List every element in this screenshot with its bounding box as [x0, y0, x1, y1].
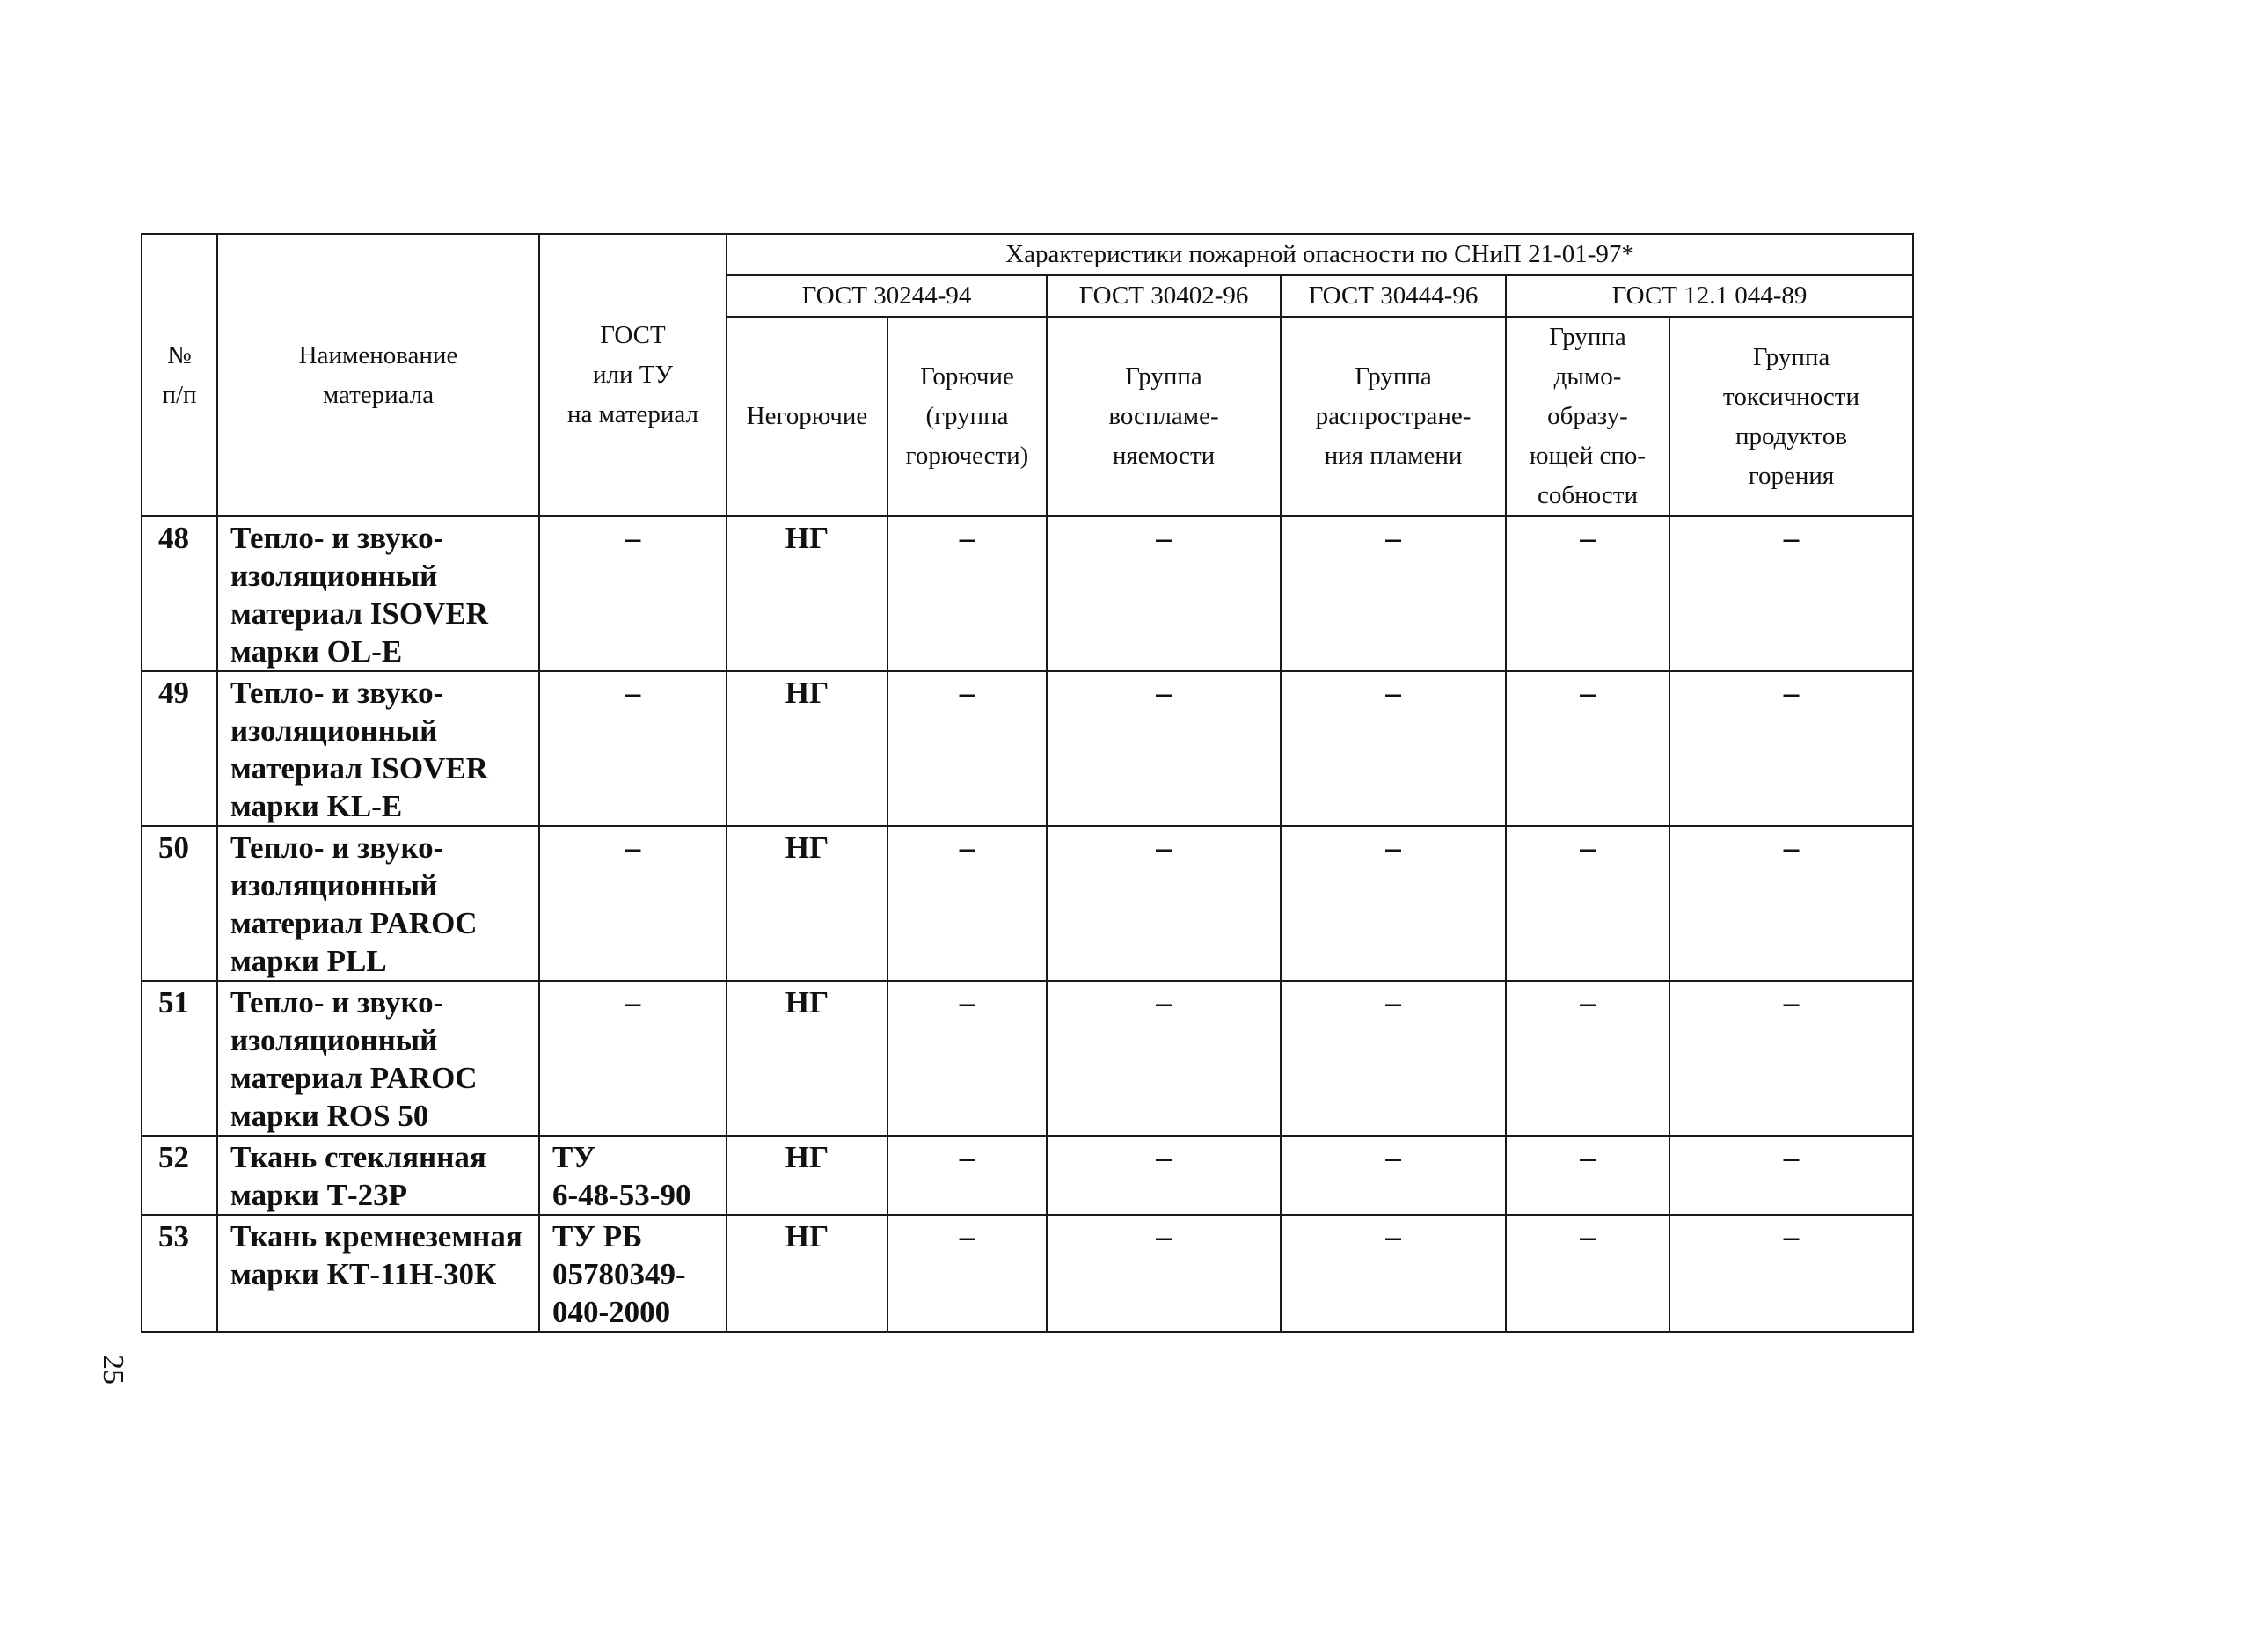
material-name-line: Тепло- и звуко-	[230, 985, 444, 1020]
header-gost-line: на материал	[566, 400, 699, 428]
material-gost: –	[539, 671, 727, 826]
material-name-line: изоляционный	[230, 713, 438, 748]
header-noncombustible: Негорючие	[727, 317, 887, 516]
row-number: 50	[142, 826, 217, 981]
material-name	[217, 981, 539, 1136]
row-number: 51	[142, 981, 217, 1136]
material-name	[217, 1136, 539, 1215]
cell-smoke: –	[1506, 981, 1669, 1136]
cell-flammability: –	[1047, 981, 1281, 1136]
header-gost-12: ГОСТ 12.1 044-89	[1506, 275, 1913, 317]
header-smoke-line: дымо-	[1553, 362, 1622, 391]
cell-flammability: –	[1047, 516, 1281, 671]
cell-combustible: –	[887, 1215, 1047, 1332]
cell-noncombustible: НГ	[727, 671, 887, 826]
header-gost	[539, 234, 727, 516]
header-fire-characteristics: Характеристики пожарной опасности по СНиП 21-01-97*	[727, 234, 1913, 275]
cell-flame-spread: –	[1281, 981, 1506, 1136]
cell-flame-spread: –	[1281, 1136, 1506, 1215]
table-header	[142, 234, 1913, 516]
header-name-line: Наименование	[298, 340, 458, 369]
header-toxicity-line: продуктов	[1735, 421, 1848, 450]
header-combustible-line: горючести)	[905, 442, 1029, 470]
material-gost: –	[539, 516, 727, 671]
material-name-line: марки ROS 50	[230, 1099, 429, 1133]
page-number: 25	[97, 1355, 129, 1385]
cell-noncombustible: НГ	[727, 826, 887, 981]
material-name-line: изоляционный	[230, 559, 438, 593]
header-num-line: №	[167, 340, 192, 369]
row-number: 49	[142, 671, 217, 826]
material-name-line: Тепло- и звуко-	[230, 830, 444, 865]
cell-noncombustible: НГ	[727, 516, 887, 671]
cell-toxicity: –	[1669, 516, 1913, 671]
header-combustible-line: (группа	[925, 402, 1009, 430]
header-smoke-line: Группа	[1549, 323, 1626, 351]
cell-flame-spread: –	[1281, 671, 1506, 826]
material-name	[217, 826, 539, 981]
table-row	[142, 981, 1913, 1136]
cell-smoke: –	[1506, 516, 1669, 671]
cell-flammability: –	[1047, 1215, 1281, 1332]
header-gost-line: или ТУ	[592, 361, 673, 389]
header-flame-spread	[1281, 317, 1506, 516]
material-gost-line: ТУ	[552, 1140, 596, 1174]
header-smoke-line: образу-	[1547, 402, 1628, 430]
material-name-line: материал ISOVER	[230, 596, 488, 631]
cell-smoke: –	[1506, 1136, 1669, 1215]
material-name-line: марки Т-23Р	[230, 1178, 408, 1212]
header-num-line: п/п	[162, 380, 197, 409]
material-name-line: изоляционный	[230, 1023, 438, 1057]
header-smoke	[1506, 317, 1669, 516]
cell-toxicity: –	[1669, 826, 1913, 981]
table-row	[142, 671, 1913, 826]
row-number: 48	[142, 516, 217, 671]
material-gost: –	[539, 981, 727, 1136]
table-body	[142, 516, 1913, 1332]
material-gost: –	[539, 826, 727, 981]
material-gost	[539, 1136, 727, 1215]
header-toxicity	[1669, 317, 1913, 516]
cell-combustible: –	[887, 1136, 1047, 1215]
cell-flame-spread: –	[1281, 826, 1506, 981]
material-name-line: материал PAROC	[230, 906, 478, 940]
table-row	[142, 826, 1913, 981]
cell-combustible: –	[887, 671, 1047, 826]
material-name-line: Ткань стеклянная	[230, 1140, 486, 1174]
header-toxicity-line: Группа	[1752, 342, 1830, 371]
header-toxicity-line: токсичности	[1723, 382, 1859, 411]
row-number: 53	[142, 1215, 217, 1332]
header-combustible	[887, 317, 1047, 516]
cell-flammability: –	[1047, 1136, 1281, 1215]
material-name-line: материал PAROC	[230, 1061, 478, 1095]
material-name-line: марки КТ-11Н-30К	[230, 1257, 497, 1291]
cell-flammability: –	[1047, 826, 1281, 981]
material-name-line: марки KL-E	[230, 789, 403, 823]
cell-combustible: –	[887, 981, 1047, 1136]
cell-toxicity: –	[1669, 1215, 1913, 1332]
header-name-line: материала	[322, 380, 435, 409]
material-name	[217, 671, 539, 826]
header-flammability	[1047, 317, 1281, 516]
cell-combustible: –	[887, 826, 1047, 981]
header-smoke-line: ющей спо-	[1529, 442, 1647, 470]
row-number: 52	[142, 1136, 217, 1215]
material-gost-line: 040-2000	[552, 1295, 671, 1329]
header-smoke-line: собности	[1538, 481, 1638, 509]
material-name-line: марки OL-E	[230, 634, 403, 669]
cell-noncombustible: НГ	[727, 1215, 887, 1332]
cell-toxicity: –	[1669, 671, 1913, 826]
fire-hazard-table	[141, 233, 1914, 1333]
cell-noncombustible: НГ	[727, 1136, 887, 1215]
cell-toxicity: –	[1669, 1136, 1913, 1215]
table-row	[142, 1136, 1913, 1215]
header-flame-spread-line: ния пламени	[1324, 442, 1463, 470]
header-flammability-line: воспламе-	[1108, 402, 1219, 430]
header-flammability-line: Группа	[1125, 362, 1202, 391]
header-gost-30244: ГОСТ 30244-94	[727, 275, 1047, 317]
material-gost-line: 6-48-53-90	[552, 1178, 691, 1212]
material-name	[217, 1215, 539, 1332]
header-name	[217, 234, 539, 516]
header-gost-30402: ГОСТ 30402-96	[1047, 275, 1281, 317]
material-name-line: Тепло- и звуко-	[230, 521, 444, 555]
cell-flame-spread: –	[1281, 1215, 1506, 1332]
material-name-line: Ткань кремнеземная	[230, 1219, 522, 1254]
cell-smoke: –	[1506, 671, 1669, 826]
cell-flammability: –	[1047, 671, 1281, 826]
header-num	[142, 234, 217, 516]
cell-noncombustible: НГ	[727, 981, 887, 1136]
cell-smoke: –	[1506, 1215, 1669, 1332]
material-name-line: материал ISOVER	[230, 751, 488, 786]
table-row	[142, 516, 1913, 671]
cell-toxicity: –	[1669, 981, 1913, 1136]
table-row	[142, 1215, 1913, 1332]
material-name-line: марки PLL	[230, 944, 387, 978]
header-gost-30444: ГОСТ 30444-96	[1281, 275, 1506, 317]
header-flammability-line: няемости	[1112, 442, 1216, 470]
material-name-line: Тепло- и звуко-	[230, 676, 444, 710]
cell-smoke: –	[1506, 826, 1669, 981]
cell-flame-spread: –	[1281, 516, 1506, 671]
material-gost	[539, 1215, 727, 1332]
material-gost-line: 05780349-	[552, 1257, 686, 1291]
header-toxicity-line: горения	[1748, 461, 1835, 490]
material-name-line: изоляционный	[230, 868, 438, 903]
cell-combustible: –	[887, 516, 1047, 671]
header-flame-spread-line: распростране-	[1315, 402, 1472, 430]
header-flame-spread-line: Группа	[1355, 362, 1432, 391]
header-gost-line: ГОСТ	[600, 321, 666, 349]
material-name	[217, 516, 539, 671]
material-gost-line: ТУ РБ	[552, 1219, 643, 1254]
header-combustible-line: Горючие	[920, 362, 1014, 391]
